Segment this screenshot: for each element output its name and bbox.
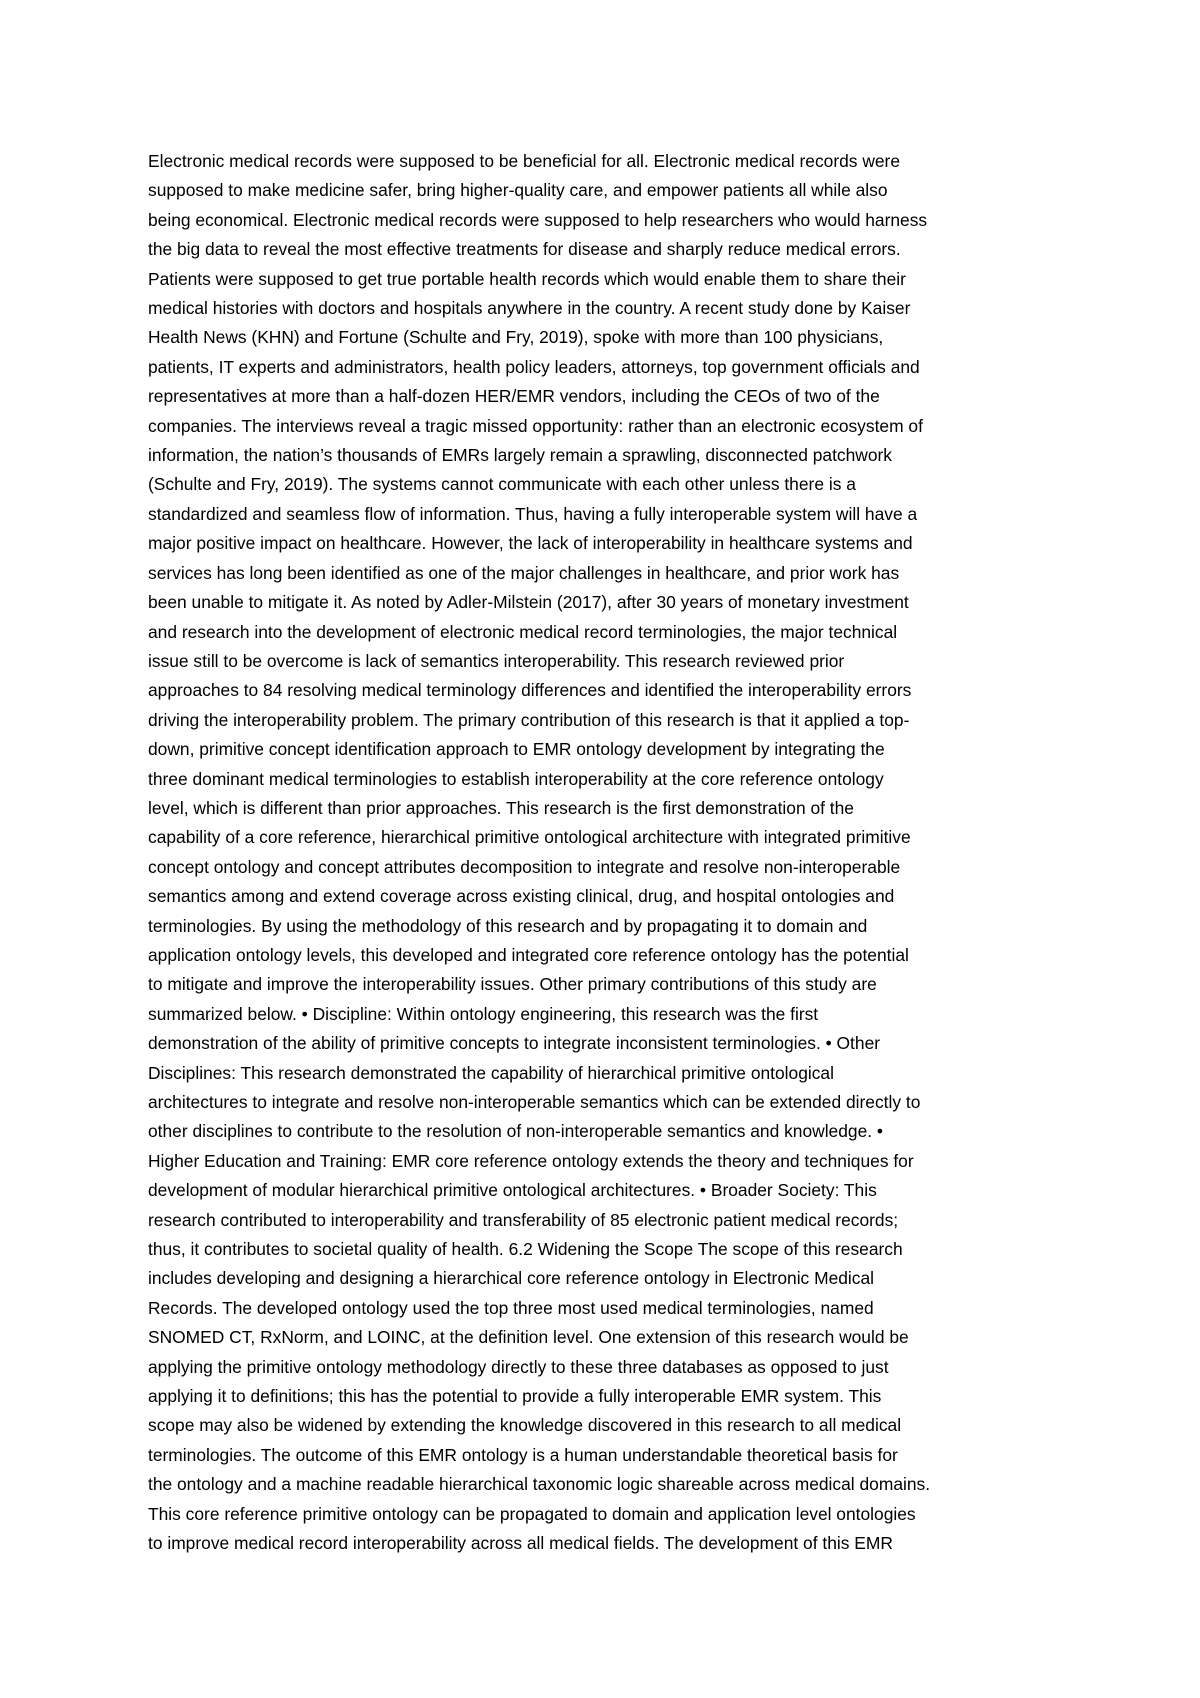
text-line: the big data to reveal the most effective treatments for disease and sharply reduce medical errors. <box>148 239 901 260</box>
text-line: terminologies. By using the methodology of this research and by propagating it to domain and <box>148 915 868 936</box>
text-line: the ontology and a machine readable hierarchical taxonomic logic shareable across medical domains. <box>148 1474 931 1495</box>
text-line: This core reference primitive ontology can be propagated to domain and application level ontologies <box>148 1503 916 1524</box>
text-line: summarized below. • Discipline: Within ontology engineering, this research was the first <box>148 1003 819 1024</box>
text-line: issue still to be overcome is lack of semantics interoperability. This research reviewed prior <box>148 650 845 671</box>
text-line: driving the interoperability problem. The primary contribution of this research is that it applied a top- <box>148 709 910 730</box>
text-line: standardized and seamless flow of information. Thus, having a fully interoperable system will have a <box>148 503 918 524</box>
text-line: and research into the development of electronic medical record terminologies, the major technical <box>148 621 898 642</box>
text-line: semantics among and extend coverage across existing clinical, drug, and hospital ontologies and <box>148 886 895 907</box>
text-line: approaches to 84 resolving medical terminology differences and identified the interoperability errors <box>148 680 912 701</box>
text-line: supposed to make medicine safer, bring higher-quality care, and empower patients all while also <box>148 180 888 201</box>
text-line: three dominant medical terminologies to establish interoperability at the core reference ontology <box>148 768 884 789</box>
text-line: concept ontology and concept attributes decomposition to integrate and resolve non-interoperable <box>148 856 901 877</box>
text-line: down, primitive concept identification approach to EMR ontology development by integrating the <box>148 739 885 760</box>
text-line: thus, it contributes to societal quality of health. 6.2 Widening the Scope The scope of this research <box>148 1239 903 1260</box>
text-line: capability of a core reference, hierarchical primitive ontological architecture with integrated primitive <box>148 827 911 848</box>
body-text <box>148 147 1088 1559</box>
text-line: information, the nation’s thousands of EMRs largely remain a sprawling, disconnected patchwork <box>148 445 893 466</box>
text-line: research contributed to interoperability and transferability of 85 electronic patient medical records; <box>148 1209 899 1230</box>
text-line: other disciplines to contribute to the resolution of non-interoperable semantics and knowledge. • <box>148 1121 884 1142</box>
text-line: applying the primitive ontology methodology directly to these three databases as opposed to just <box>148 1356 889 1377</box>
text-line: SNOMED CT, RxNorm, and LOINC, at the definition level. One extension of this research would be <box>148 1327 909 1348</box>
text-line: Health News (KHN) and Fortune (Schulte and Fry, 2019), spoke with more than 100 physicians, <box>148 327 884 348</box>
text-line: includes developing and designing a hierarchical core reference ontology in Electronic Medical <box>148 1268 875 1289</box>
text-line: to mitigate and improve the interoperability issues. Other primary contributions of this study are <box>148 974 877 995</box>
text-line: application ontology levels, this developed and integrated core reference ontology has the potential <box>148 944 909 965</box>
text-line: being economical. Electronic medical records were supposed to help researchers who would harness <box>148 209 928 230</box>
text-line: Electronic medical records were supposed to be beneficial for all. Electronic medical records were <box>148 151 901 171</box>
text-line: medical histories with doctors and hospitals anywhere in the country. A recent study done by Kaiser <box>148 298 911 319</box>
text-line: been unable to mitigate it. As noted by Adler-Milstein (2017), after 30 years of monetary investment <box>148 592 909 613</box>
text-line: Records. The developed ontology used the top three most used medical terminologies, named <box>148 1297 874 1318</box>
text-line: companies. The interviews reveal a tragic missed opportunity: rather than an electronic ecosystem of <box>148 415 923 436</box>
text-line: scope may also be widened by extending the knowledge discovered in this research to all medical <box>148 1415 902 1436</box>
text-line: level, which is different than prior approaches. This research is the first demonstration of the <box>148 797 854 818</box>
text-line: development of modular hierarchical primitive ontological architectures. • Broader Society: This <box>148 1180 877 1201</box>
text-line: Patients were supposed to get true portable health records which would enable them to share their <box>148 268 906 289</box>
text-line: Higher Education and Training: EMR core reference ontology extends the theory and techniques for <box>148 1150 914 1171</box>
text-line: services has long been identified as one of the major challenges in healthcare, and prior work has <box>148 562 900 583</box>
text-line: architectures to integrate and resolve non-interoperable semantics which can be extended directly to <box>148 1092 921 1112</box>
text-line: Disciplines: This research demonstrated the capability of hierarchical primitive ontological <box>148 1062 834 1083</box>
text-line: applying it to definitions; this has the potential to provide a fully interoperable EMR system. This <box>148 1386 882 1407</box>
text-line: terminologies. The outcome of this EMR ontology is a human understandable theoretical basis for <box>148 1444 898 1465</box>
text-line: representatives at more than a half-dozen HER/EMR vendors, including the CEOs of two of the <box>148 386 880 407</box>
text-line: major positive impact on healthcare. However, the lack of interoperability in healthcare systems and <box>148 533 913 554</box>
text-line: (Schulte and Fry, 2019). The systems cannot communicate with each other unless there is a <box>148 474 856 495</box>
text-line: patients, IT experts and administrators, health policy leaders, attorneys, top government officials and <box>148 356 920 377</box>
text-line: to improve medical record interoperability across all medical fields. The development of this EMR <box>148 1533 893 1554</box>
text-line: demonstration of the ability of primitive concepts to integrate inconsistent terminologies. • Other <box>148 1033 881 1054</box>
